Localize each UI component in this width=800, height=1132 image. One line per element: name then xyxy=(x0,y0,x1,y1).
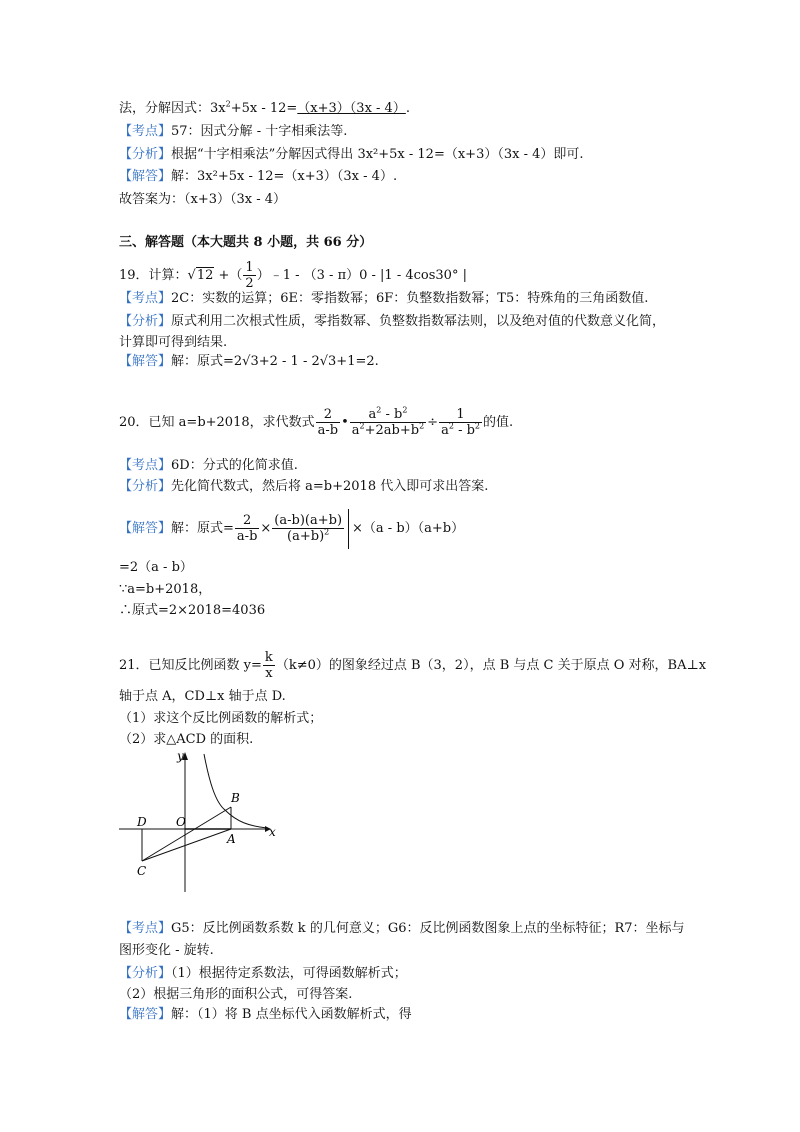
q21-fenxi-2: （2）根据三角形的面积公式，可得答案. xyxy=(119,987,353,1002)
jieda-tag: 【解答】 xyxy=(119,1007,172,1022)
q21-question: 21．已知反比例函数 y= $\frac{k}{x}$ （k≠0）的图象经过点 B（3，2），点 B 与点 C 关于原点 O 对称，BA⊥x xyxy=(119,650,707,681)
q18-fenxi: 【分析】根据“十字相乘法”分解因式得出 3x²+5x - 12=（x+3）（3x - 4）即可. xyxy=(119,147,584,162)
fraction-half: $\frac{1}{2}$ xyxy=(245,260,254,291)
q19-jieda: 【解答】解：原式=2√3+2 - 1 - 2√3+1=2. xyxy=(119,354,379,369)
q21-kaodian: 【考点】G5：反比例函数系数 k 的几何意义；G6：反比例函数图象上点的坐标特征；R7：坐标与 xyxy=(119,921,685,936)
fenxi-tag: 【分析】 xyxy=(119,966,172,981)
q19-fenxi: 【分析】原式利用二次根式性质，零指数幂、负整数指数幂法则，以及绝对值的代数意义化简， xyxy=(119,314,666,329)
q21-fenxi: 【分析】（1）根据待定系数法，可得函数解析式； xyxy=(119,966,407,981)
q18-kaodian: 【考点】57：因式分解 - 十字相乘法等. xyxy=(119,124,348,139)
q19-fenxi-2: 计算即可得到结果. xyxy=(119,335,228,350)
q21-line2: 轴于点 A，CD⊥x 轴于点 D. xyxy=(119,689,286,704)
q21-jieda: 【解答】解：（1）将 B 点坐标代入函数解析式，得 xyxy=(119,1007,412,1022)
q20-fenxi: 【分析】先化简代数式，然后将 a=b+2018 代入即可求出答案. xyxy=(119,479,489,494)
fenxi-tag: 【分析】 xyxy=(119,314,172,329)
q20-kaodian: 【考点】6D：分式的化简求值. xyxy=(119,458,298,473)
sqrt-12: √12 xyxy=(187,268,214,283)
q19-kaodian: 【考点】2C：实数的运算；6E：零指数幂；6F：负整数指数幂；T5：特殊角的三角函数值. xyxy=(119,291,649,306)
kaodian-tag: 【考点】 xyxy=(119,921,172,936)
q20-step2: ∵a=b+2018， xyxy=(119,582,212,597)
q21-part1: （1）求这个反比例函数的解析式； xyxy=(119,711,323,726)
q20-jieda: 【解答】解：原式= $\frac{2}{a-b}$ × $\frac{(a-b)(a+b)}{(a+b)^2}$ ×（a - b）（a+b） xyxy=(119,507,464,551)
q18-answer: （x+3）（3x - 4） xyxy=(297,101,406,116)
q21-part2: （2）求△ACD 的面积. xyxy=(119,732,254,747)
q20-step1: =2（a - b） xyxy=(119,560,193,575)
label-d: D xyxy=(137,815,147,829)
fenxi-tag: 【分析】 xyxy=(119,479,172,494)
q20-step3: ∴原式=2×2018=4036 xyxy=(119,603,266,618)
coordinate-figure xyxy=(119,750,281,892)
jieda-tag: 【解答】 xyxy=(119,354,172,369)
label-b: B xyxy=(231,791,240,805)
label-a: A xyxy=(227,832,236,846)
label-o: O xyxy=(176,815,186,829)
q20-question: 20．已知 a=b+2018，求代数式 $\frac{2}{a-b}$ • $\frac{a^2 - b^2}{a^2+2ab+b^2}$ ÷ $\frac{1}{a^2 - b^2}$ 的值. xyxy=(119,405,514,438)
label-c: C xyxy=(137,864,147,878)
jieda-tag: 【解答】 xyxy=(119,169,172,184)
section-title: 三、解答题（本大题共 8 小题，共 66 分） xyxy=(119,235,373,250)
kaodian-tag: 【考点】 xyxy=(119,458,172,473)
fenxi-tag: 【分析】 xyxy=(119,147,172,162)
jieda-tag: 【解答】 xyxy=(119,521,172,536)
label-y: y xyxy=(177,750,184,763)
q18-line1: 法，分解因式：$3x^2+5x - 12=(x+3)(3x - 4)$. xyxy=(119,99,410,116)
q18-jieda: 【解答】解：3x²+5x - 12=（x+3）（3x - 4）. xyxy=(119,169,398,184)
q21-kaodian-2: 图形变化 - 旋转. xyxy=(119,943,214,958)
kaodian-tag: 【考点】 xyxy=(119,124,172,139)
kaodian-tag: 【考点】 xyxy=(119,291,172,306)
q18-final: 故答案为：（x+3）（3x - 4） xyxy=(119,192,287,207)
q19-question: 19．计算：√12 +（ $\frac{1}{2}$ ）﹣1 - （3 - π）0 - |1 - 4cos30° | xyxy=(119,260,467,291)
label-x: x xyxy=(269,825,276,839)
